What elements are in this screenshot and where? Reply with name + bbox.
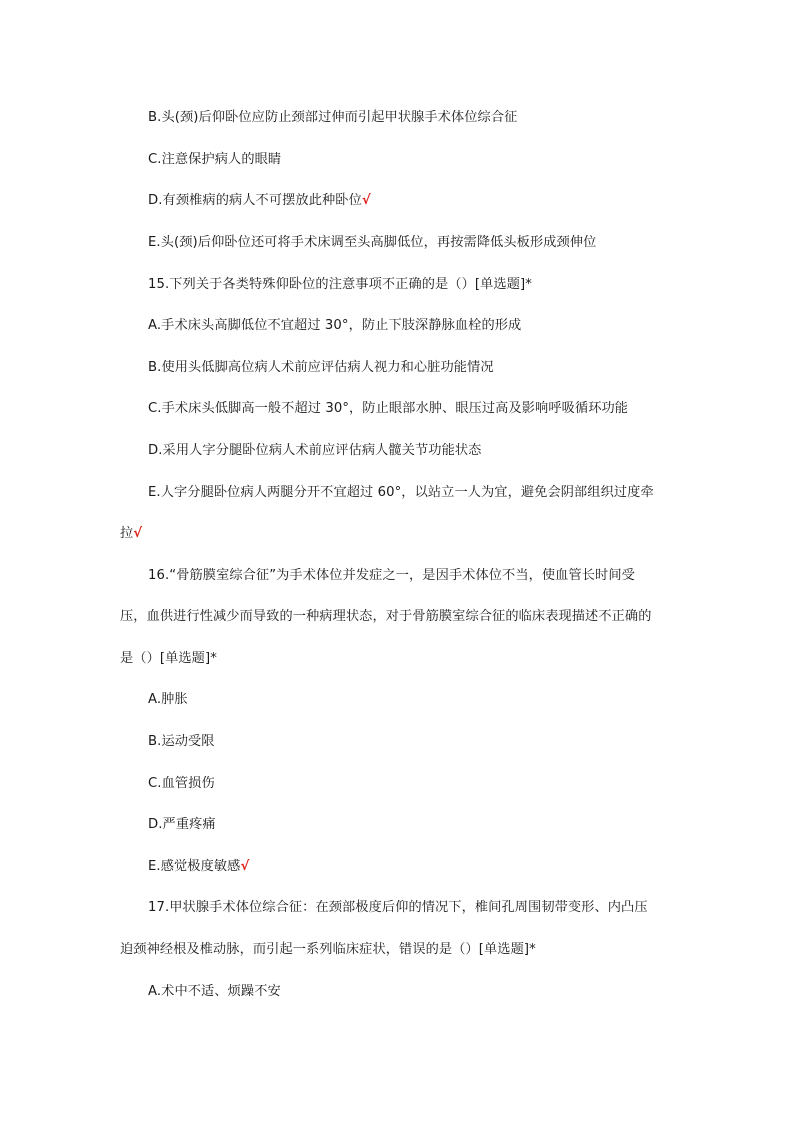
answer-check-mark: √ <box>240 859 250 874</box>
option-b-q16: B.运动受限 <box>148 734 215 749</box>
option-a-q15: A.手术床头高脚低位不宜超过 30°，防止下肢深静脉血栓的形成 <box>148 318 522 333</box>
question-16: 16.“骨筋膜室综合征”为手术体位并发症之一，是因手术体位不当，使血管长时间受 <box>148 568 635 583</box>
answer-check-mark: √ <box>133 526 143 541</box>
option-b-q14: B.头(颈)后仰卧位应防止颈部过伸而引起甲状腺手术体位综合征 <box>148 110 518 125</box>
option-c-q16: C.血管损伤 <box>148 776 215 791</box>
question-16-line-3: 是（）[单选题]* <box>120 651 217 666</box>
option-d-q15: D.采用人字分腿卧位病人术前应评估病人髋关节功能状态 <box>148 443 482 458</box>
option-e-q15: E.人字分腿卧位病人两腿分开不宜超过 60°，以站立一人为宜，避免会阴部组织过度牵 <box>148 485 654 500</box>
option-e-q15-continued: 拉√ <box>120 526 143 541</box>
option-b-q15: B.使用头低脚高位病人术前应评估病人视力和心脏功能情况 <box>148 360 494 375</box>
option-c-q15: C.手术床头低脚高一般不超过 30°，防止眼部水肿、眼压过高及影响呼吸循环功能 <box>148 401 629 416</box>
question-17-line-2: 迫颈神经根及椎动脉，而引起一系列临床症状，错误的是（）[单选题]* <box>120 942 536 957</box>
option-d-q16: D.严重疼痛 <box>148 817 216 832</box>
option-a-q17: A.术中不适、烦躁不安 <box>148 984 281 999</box>
question-15: 15.下列关于各类特殊仰卧位的注意事项不正确的是（）[单选题]* <box>148 277 532 292</box>
question-17: 17.甲状腺手术体位综合征：在颈部极度后仰的情况下，椎间孔周围韧带变形、内凸压 <box>148 900 648 915</box>
answer-check-mark: √ <box>361 193 371 208</box>
option-d-q14: D.有颈椎病的病人不可摆放此种卧位√ <box>148 193 371 208</box>
question-16-line-2: 压，血供进行性减少而导致的一种病理状态，对于骨筋膜室综合征的临床表现描述不正确的 <box>120 609 652 624</box>
option-e-q14: E.头(颈)后仰卧位还可将手术床调至头高脚低位，再按需降低头板形成颈伸位 <box>148 235 597 250</box>
option-e-q16: E.感觉极度敏感√ <box>148 859 250 874</box>
option-c-q14: C.注意保护病人的眼睛 <box>148 152 282 167</box>
option-a-q16: A.肿胀 <box>148 692 188 707</box>
